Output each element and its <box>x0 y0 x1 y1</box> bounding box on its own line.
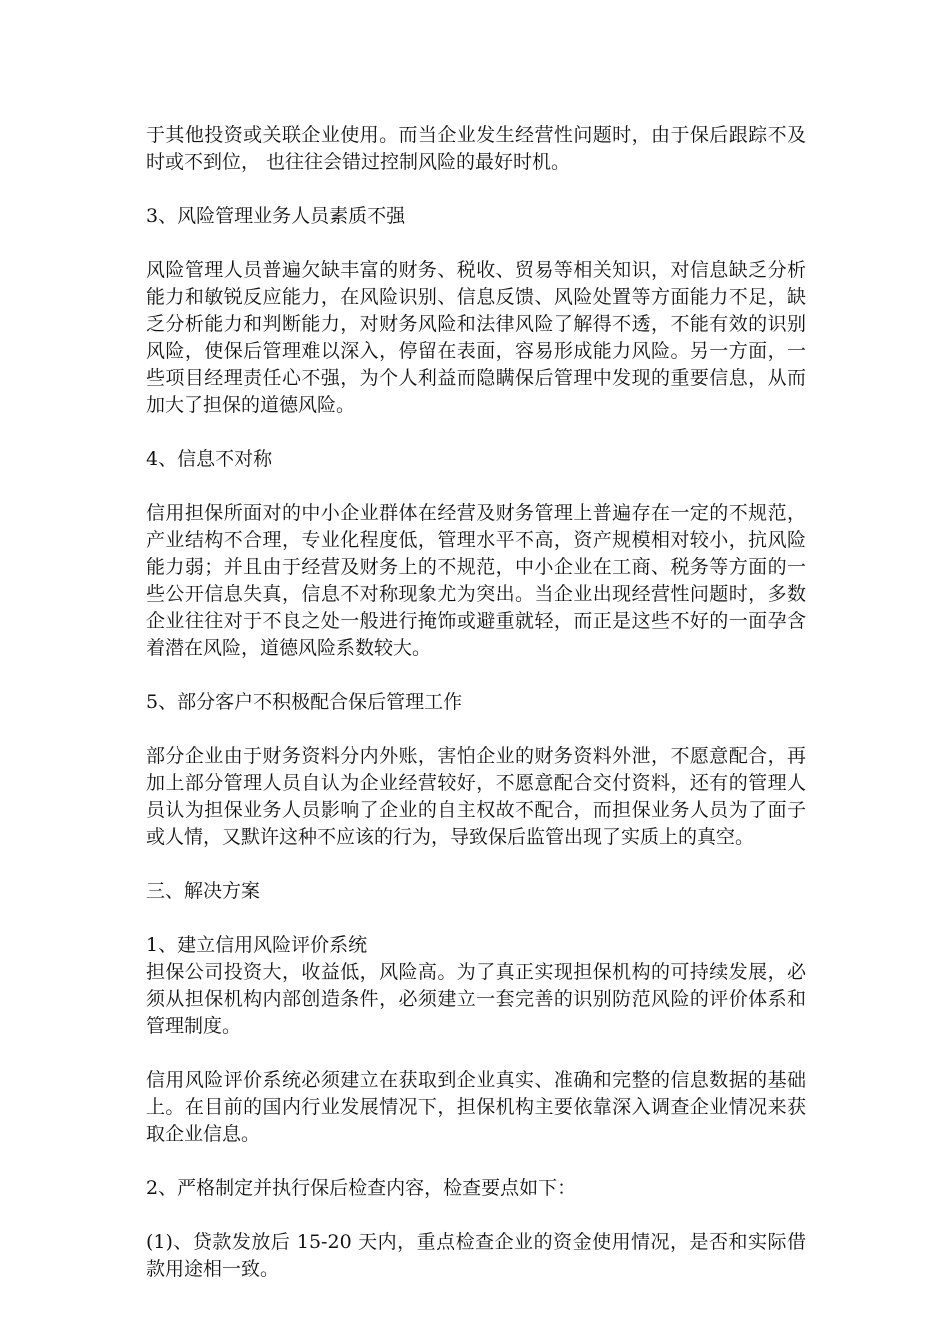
heading-staff-quality: 3、风险管理业务人员素质不强 <box>146 205 406 227</box>
paragraph-check-point-1: (1)、贷款发放后 15-20 天内，重点检查企业的资金使用情况，是否和实际借款用途相一致。 <box>146 1231 806 1280</box>
paragraph-client-cooperation: 部分企业由于财务资料分内外账，害怕企业的财务资料外泄，不愿意配合，再加上部分管理人员自认为企业经营较好，不愿意配合交付资料，还有的管理人员认为担保业务人员影响了企业的自主权故不配合，而担保业务人员为了面子或人情，又默许这种不应该的行为，导致保后监管出现了实质上的真空。 <box>146 745 806 848</box>
paragraph-information-basis: 信用风险评价系统必须建立在获取到企业真实、准确和完整的信息数据的基础上。在目前的国内行业发展情况下，担保机构主要依靠深入调查企业情况来获取企业信息。 <box>146 1069 806 1145</box>
paragraph-fund-misuse: 于其他投资或关联企业使用。而当企业发生经营性问题时，由于保后跟踪不及时或不到位， 也往往会错过控制风险的最好时机。 <box>146 124 806 173</box>
paragraph-information-asymmetry: 信用担保所面对的中小企业群体在经营及财务管理上普遍存在一定的不规范，产业结构不合理，专业化程度低，管理水平不高，资产规模相对较小，抗风险能力弱；并且由于经营及财务上的不规范，中小企业在工商、税务等方面的一些公开信息失真，信息不对称现象尤为突出。当企业出现经营性问题时，多数企业往往对于不良之处一般进行掩饰或避重就轻，而正是这些不好的一面孕含着潜在风险，道德风险系数较大。 <box>146 502 806 659</box>
paragraph-credit-risk-system: 担保公司投资大，收益低，风险高。为了真正实现担保机构的可持续发展，必须从担保机构内部创造条件，必须建立一套完善的识别防范风险的评价体系和管理制度。 <box>146 961 806 1037</box>
document-body <box>146 122 806 1310</box>
heading-information-asymmetry: 4、信息不对称 <box>146 448 273 470</box>
heading-client-cooperation: 5、部分客户不积极配合保后管理工作 <box>146 691 463 713</box>
heading-post-guarantee-checks: 2、严格制定并执行保后检查内容，检查要点如下： <box>146 1177 577 1199</box>
heading-solutions: 三、解决方案 <box>146 880 261 902</box>
heading-credit-risk-system: 1、建立信用风险评价系统 <box>146 934 368 956</box>
paragraph-staff-quality: 风险管理人员普遍欠缺丰富的财务、税收、贸易等相关知识，对信息缺乏分析能力和敏锐反应能力，在风险识别、信息反馈、风险处置等方面能力不足，缺乏分析能力和判断能力，对财务风险和法律风险了解得不透，不能有效的识别风险，使保后管理难以深入，停留在表面，容易形成能力风险。另一方面，一些项目经理责任心不强，为个人利益而隐瞒保后管理中发现的重要信息，从而加大了担保的道德风险。 <box>146 259 806 416</box>
